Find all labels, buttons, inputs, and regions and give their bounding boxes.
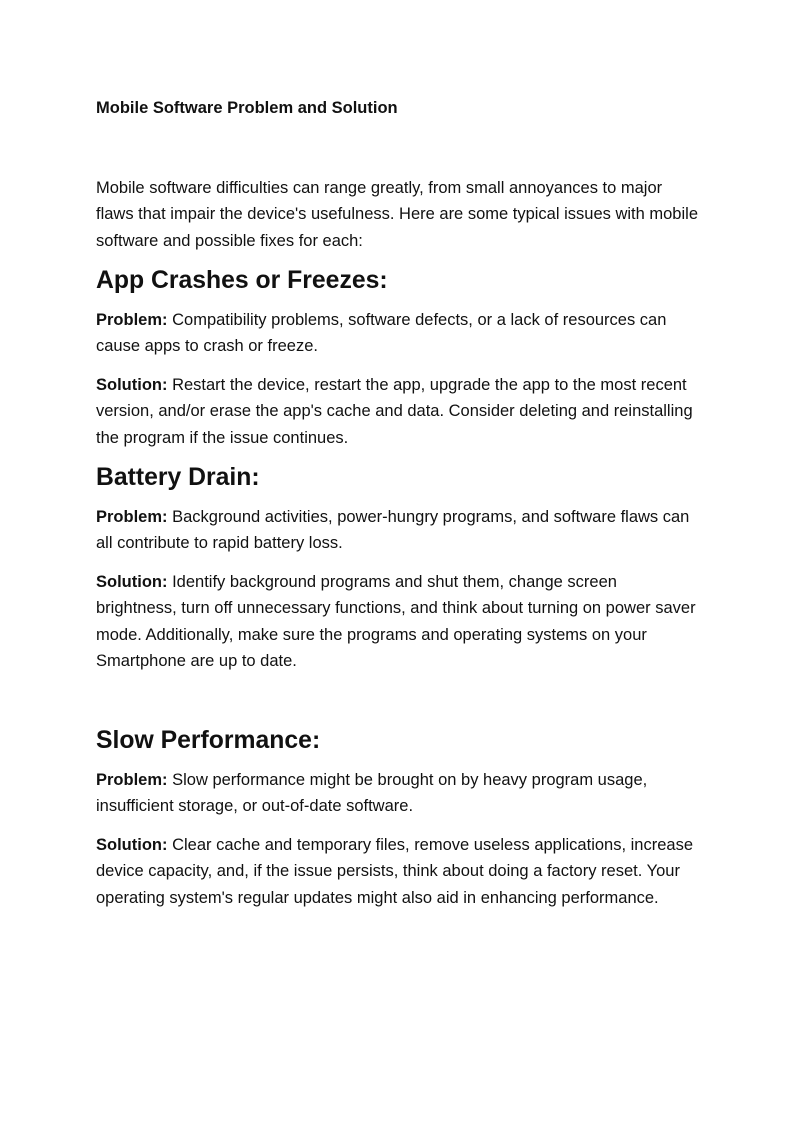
solution-text: Identify background programs and shut them, change screen brightness, turn off unnecessary functions, and think about turning on power saver mode. Additionally, make sure the programs and operating systems on your Smartphone are up to date.: [96, 573, 696, 670]
problem-text: Compatibility problems, software defects, or a lack of resources can cause apps to crash or freeze.: [96, 311, 667, 356]
problem-paragraph: [96, 307, 702, 360]
solution-label: Solution:: [96, 573, 168, 591]
document-title: Mobile Software Problem and Solution: [96, 99, 398, 117]
solution-text: Restart the device, restart the app, upgrade the app to the most recent version, and/or erase the app's cache and data. Consider deleting and reinstalling the program if the issue continues.: [96, 376, 693, 447]
solution-paragraph: [96, 372, 702, 451]
section-heading: App Crashes or Freezes:: [96, 267, 388, 294]
problem-label: Problem:: [96, 508, 168, 526]
solution-label: Solution:: [96, 836, 168, 854]
problem-text: Background activities, power-hungry programs, and software flaws can all contribute to rapid battery loss.: [96, 508, 690, 553]
solution-paragraph: [96, 832, 702, 911]
solution-paragraph: [96, 569, 702, 674]
problem-paragraph: [96, 504, 702, 557]
problem-label: Problem:: [96, 771, 168, 789]
section-heading: Slow Performance:: [96, 727, 321, 754]
problem-paragraph: [96, 767, 702, 820]
intro-paragraph: Mobile software difficulties can range greatly, from small annoyances to major flaws that impair the device's usefulness. Here are some typical issues with mobile software and possible fixes for each:: [96, 179, 698, 250]
solution-label: Solution:: [96, 376, 168, 394]
problem-text: Slow performance might be brought on by heavy program usage, insufficient storage, or out-of-date software.: [96, 771, 648, 816]
problem-label: Problem:: [96, 311, 168, 329]
section-heading: Battery Drain:: [96, 464, 260, 491]
solution-text: Clear cache and temporary files, remove useless applications, increase device capacity, and, if the issue persists, think about doing a factory reset. Your operating system's regular updates might also aid in enhancing performance.: [96, 836, 693, 907]
